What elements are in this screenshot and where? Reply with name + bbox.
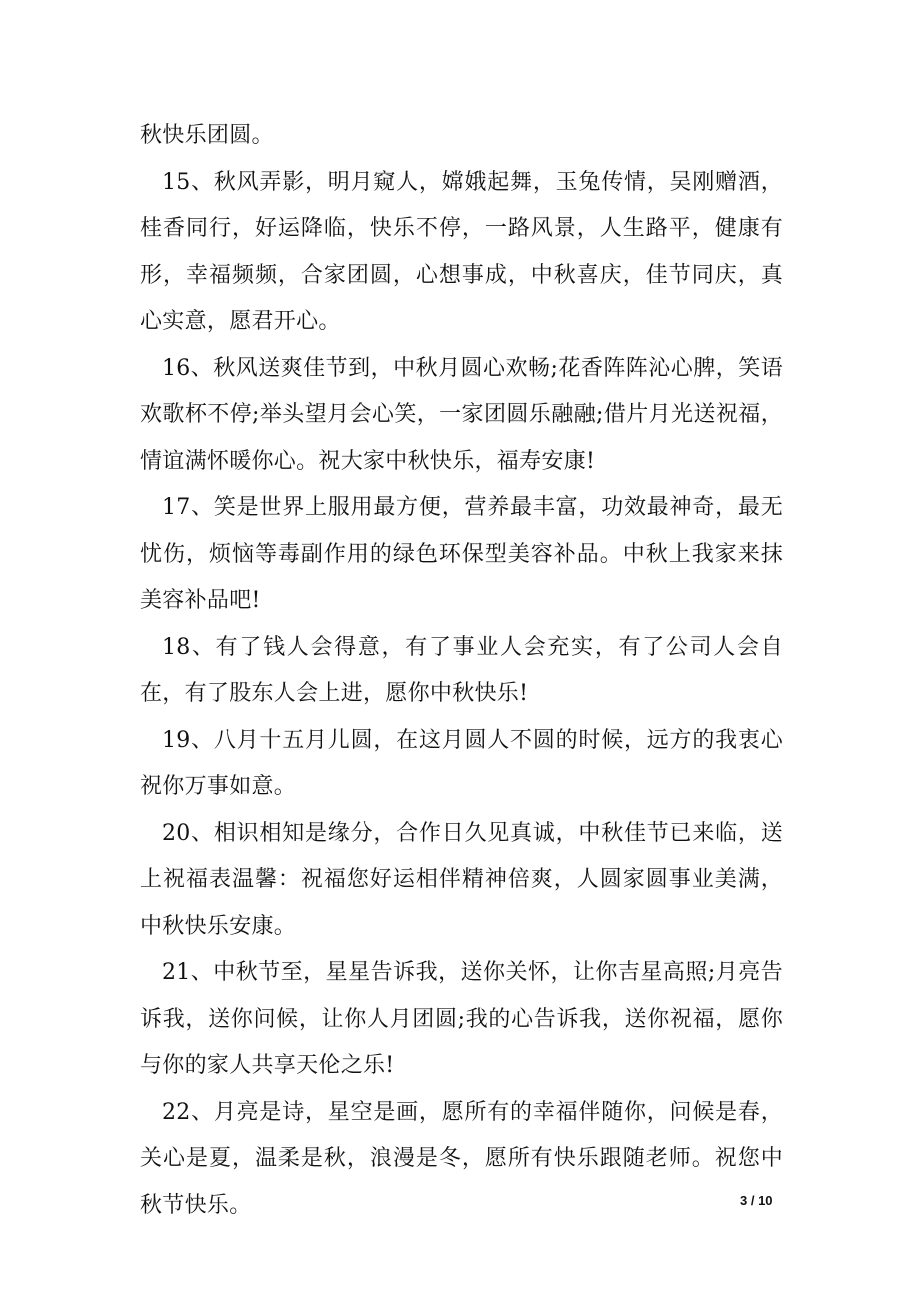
paragraph: 16、秋风送爽佳节到，中秋月圆心欢畅;花香阵阵沁心脾，笑语欢歌杯不停;举头望月会心笑，一家团圆乐融融;借片月光送祝福，情谊满怀暖你心。祝大家中秋快乐，福寿安康! xyxy=(140,355,783,474)
paragraph: 秋快乐团圆。 xyxy=(140,123,274,148)
paragraph: 18、有了钱人会得意，有了事业人会充实，有了公司人会自在，有了股东人会上进，愿你中秋快乐! xyxy=(140,634,783,706)
paragraph: 17、笑是世界上服用最方便，营养最丰富，功效最神奇，最无忧伤，烦恼等毒副作用的绿色环保型美容补品。中秋上我家来抹美容补品吧! xyxy=(140,495,783,613)
document-body xyxy=(140,113,783,1229)
paragraph: 22、月亮是诗，星空是画，愿所有的幸福伴随你，问候是春，关心是夏，温柔是秋，浪漫是冬，愿所有快乐跟随老师。祝您中秋节快乐。 xyxy=(140,1099,783,1218)
paragraph: 21、中秋节至，星星告诉我，送你关怀，让你吉星高照;月亮告诉我，送你问候，让你人月团圆;我的心告诉我，送你祝福，愿你与你的家人共享天伦之乐! xyxy=(140,960,783,1078)
paragraph: 20、相识相知是缘分，合作日久见真诚，中秋佳节已来临，送上祝福表温馨：祝福您好运相伴精神倍爽，人圆家圆事业美满，中秋快乐安康。 xyxy=(140,820,783,939)
paragraph: 15、秋风弄影，明月窥人，嫦娥起舞，玉兔传情，吴刚赠酒，桂香同行，好运降临，快乐不停，一路风景，人生路平，健康有形，幸福频频，合家团圆，心想事成，中秋喜庆，佳节同庆，真心实意，愿君开心。 xyxy=(140,169,783,334)
page-number: 3 / 10 xyxy=(740,1193,773,1208)
paragraph: 19、八月十五月儿圆，在这月圆人不圆的时候，远方的我衷心祝你万事如意。 xyxy=(140,727,783,799)
